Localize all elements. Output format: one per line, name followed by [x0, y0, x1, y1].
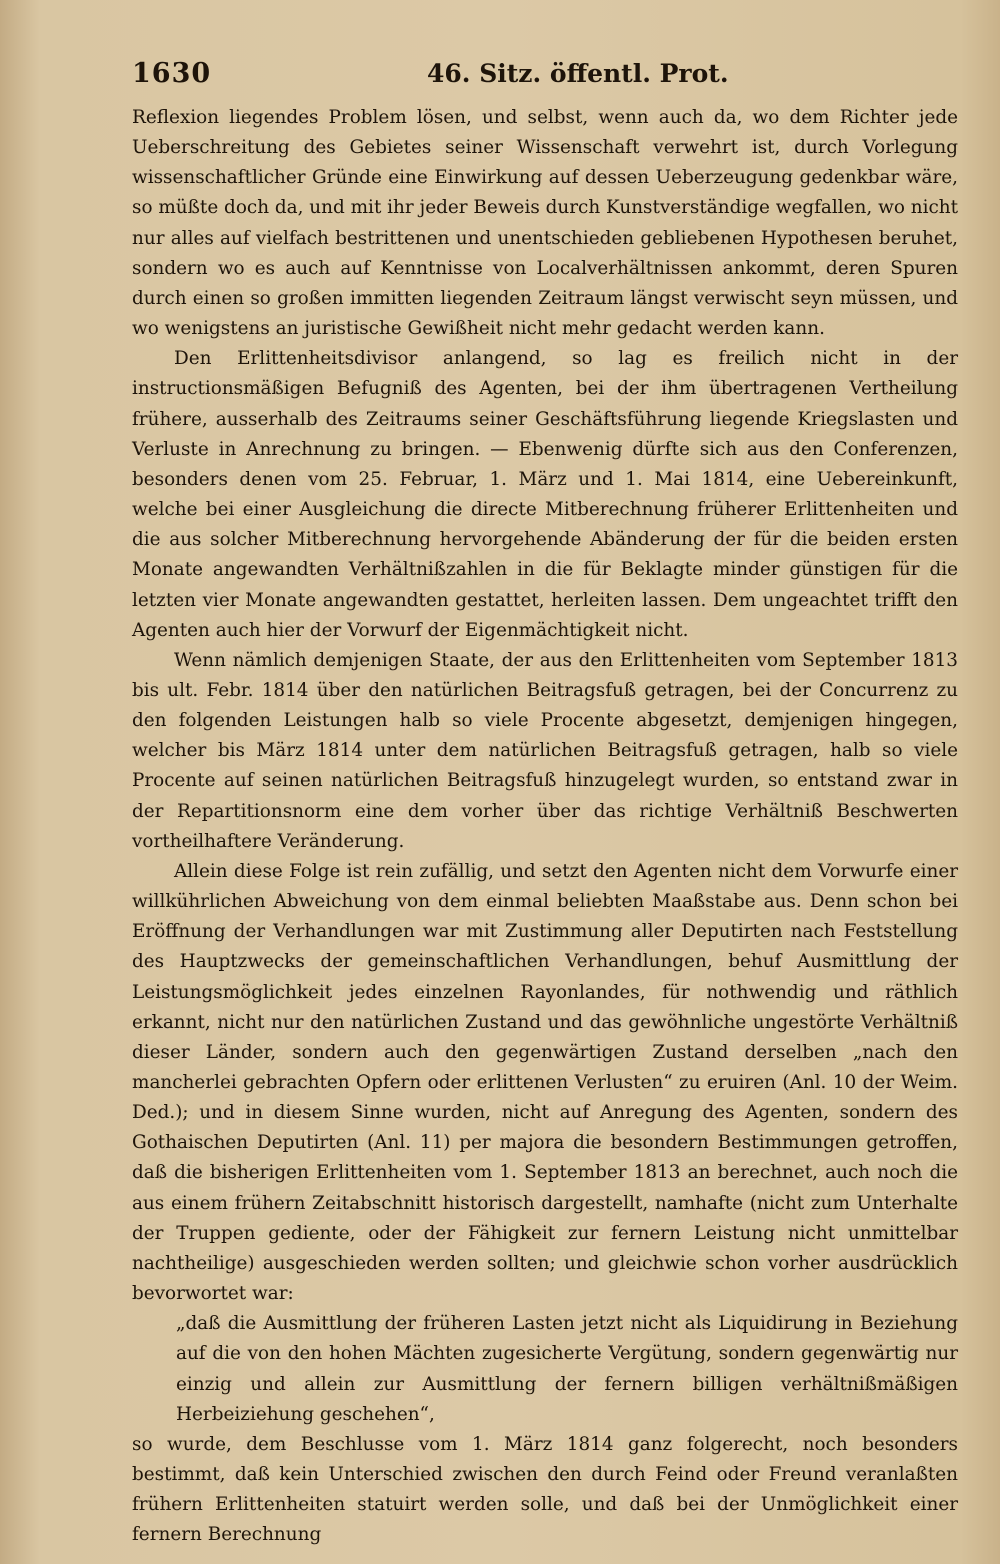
page-body [132, 103, 958, 1551]
page-number: 1630 [132, 58, 212, 89]
paragraph-2: Den Erlittenheitsdivisor anlangend, so lag es freilich nicht in der instructionsmäßigen Befugniß des Agenten, bei der ihm übertragenen Vertheilung frühere, ausserhalb des Zeitraums seiner Geschäftsführung liegende Kriegslasten und Verluste in Anrechnung zu bringen. — Ebenwenig dürfte sich aus den Conferenzen, besonders denen vom 25. Februar, 1. März und 1. Mai 1814, eine Uebereinkunft, welche bei einer Ausgleichung die directe Mitberechnung früherer Erlittenheiten und die aus solcher Mitberechnung hervorgehende Abänderung der für die beiden ersten Monate angewandten Verhältnißzahlen in die für Beklagte minder günstigen für die letzten vier Monate angewandten gestattet, herleiten lassen. Dem ungeachtet trifft den Agenten auch hier der Vorwurf der Eigenmächtigkeit nicht. [132, 348, 958, 641]
page-header [132, 58, 962, 98]
paragraph-3: Wenn nämlich demjenigen Staate, der aus den Erlittenheiten vom September 1813 bis ult. Febr. 1814 über den natürlichen Beitragsfuß getragen, bei der Concurrenz zu den folgenden Leistungen halb so viele Procente abgesetzt, demjenigen hingegen, welcher bis März 1814 unter dem natürlichen Beitragsfuß getragen, halb so viele Procente auf seinen natürlichen Beitragsfuß hinzugelegt wurden, so entstand zwar in der Repartitionsnorm eine dem vorher über das richtige Verhältniß Beschwerten vortheilhaftere Veränderung. [132, 649, 958, 852]
paragraph-5: so wurde, dem Beschlusse vom 1. März 1814 ganz folgerecht, noch besonders bestimmt, daß kein Unterschied zwischen den durch Feind oder Freund veranlaßten frühern Erlittenheiten statuirt werden solle, und daß bei der Unmöglichkeit einer fernern Berechnung [132, 1433, 958, 1546]
paragraph-1: Reflexion liegendes Problem lösen, und selbst, wenn auch da, wo dem Richter jede Ueberschreitung des Gebietes seiner Wissenschaft verwehrt ist, durch Vorlegung wissenschaftlicher Gründe eine Einwirkung auf dessen Ueberzeugung gedenkbar wäre, so müßte doch da, und mit ihr jeder Beweis durch Kunstverständige wegfallen, wo nicht nur alles auf vielfach bestrittenen und unentschieden gebliebenen Hypothesen beruhet, sondern wo es auch auf Kenntnisse von Localverhältnissen ankommt, deren Spuren durch einen so großen immitten liegenden Zeitraum längst verwischt seyn müssen, und wo wenigstens an juristische Gewißheit nicht mehr gedacht werden kann. [132, 107, 958, 340]
running-head: 46. Sitz. öffentl. Prot. [427, 59, 729, 88]
paragraph-4: Allein diese Folge ist rein zufällig, und setzt den Agenten nicht dem Vorwurfe einer willkührlichen Abweichung von dem einmal beliebten Maaßstabe aus. Denn schon bei Eröffnung der Verhandlungen war mit Zustimmung aller Deputirten nach Feststellung des Hauptzwecks der gemeinschaftlichen Verhandlungen, behuf Ausmittlung der Leistungsmöglichkeit jedes einzelnen Rayonlandes, für nothwendig und räthlich erkannt, nicht nur den natürlichen Zustand und das gewöhnliche ungestörte Verhältniß dieser Länder, sondern auch den gegenwärtigen Zustand derselben „nach den mancherlei gebrachten Opfern oder erlittenen Verlusten“ zu eruiren (Anl. 10 der Weim. Ded.); und in diesem Sinne wurden, nicht auf Anregung des Agenten, sondern des Gothaischen Deputirten (Anl. 11) per majora die besondern Bestimmungen getroffen, daß die bisherigen Erlittenheiten vom 1. September 1813 an berechnet, auch noch die aus einem frühern Zeitabschnitt historisch dargestellt, namhafte (nicht zum Unterhalte der Truppen gediente, oder der Fähigkeit zur fernern Leistung nicht unmittelbar nachtheilige) ausgeschieden werden sollten; und gleichwie schon vorher ausdrücklich bevorwortet war: [132, 860, 958, 1305]
block-quote: „daß die Ausmittlung der früheren Lasten jetzt nicht als Liquidirung in Beziehung auf die von den hohen Mächten zugesicherte Vergütung, sondern gegenwärtig nur einzig und allein zur Ausmittlung der fernern billigen verhältnißmäßigen Herbeiziehung geschehen“, [176, 1313, 958, 1425]
